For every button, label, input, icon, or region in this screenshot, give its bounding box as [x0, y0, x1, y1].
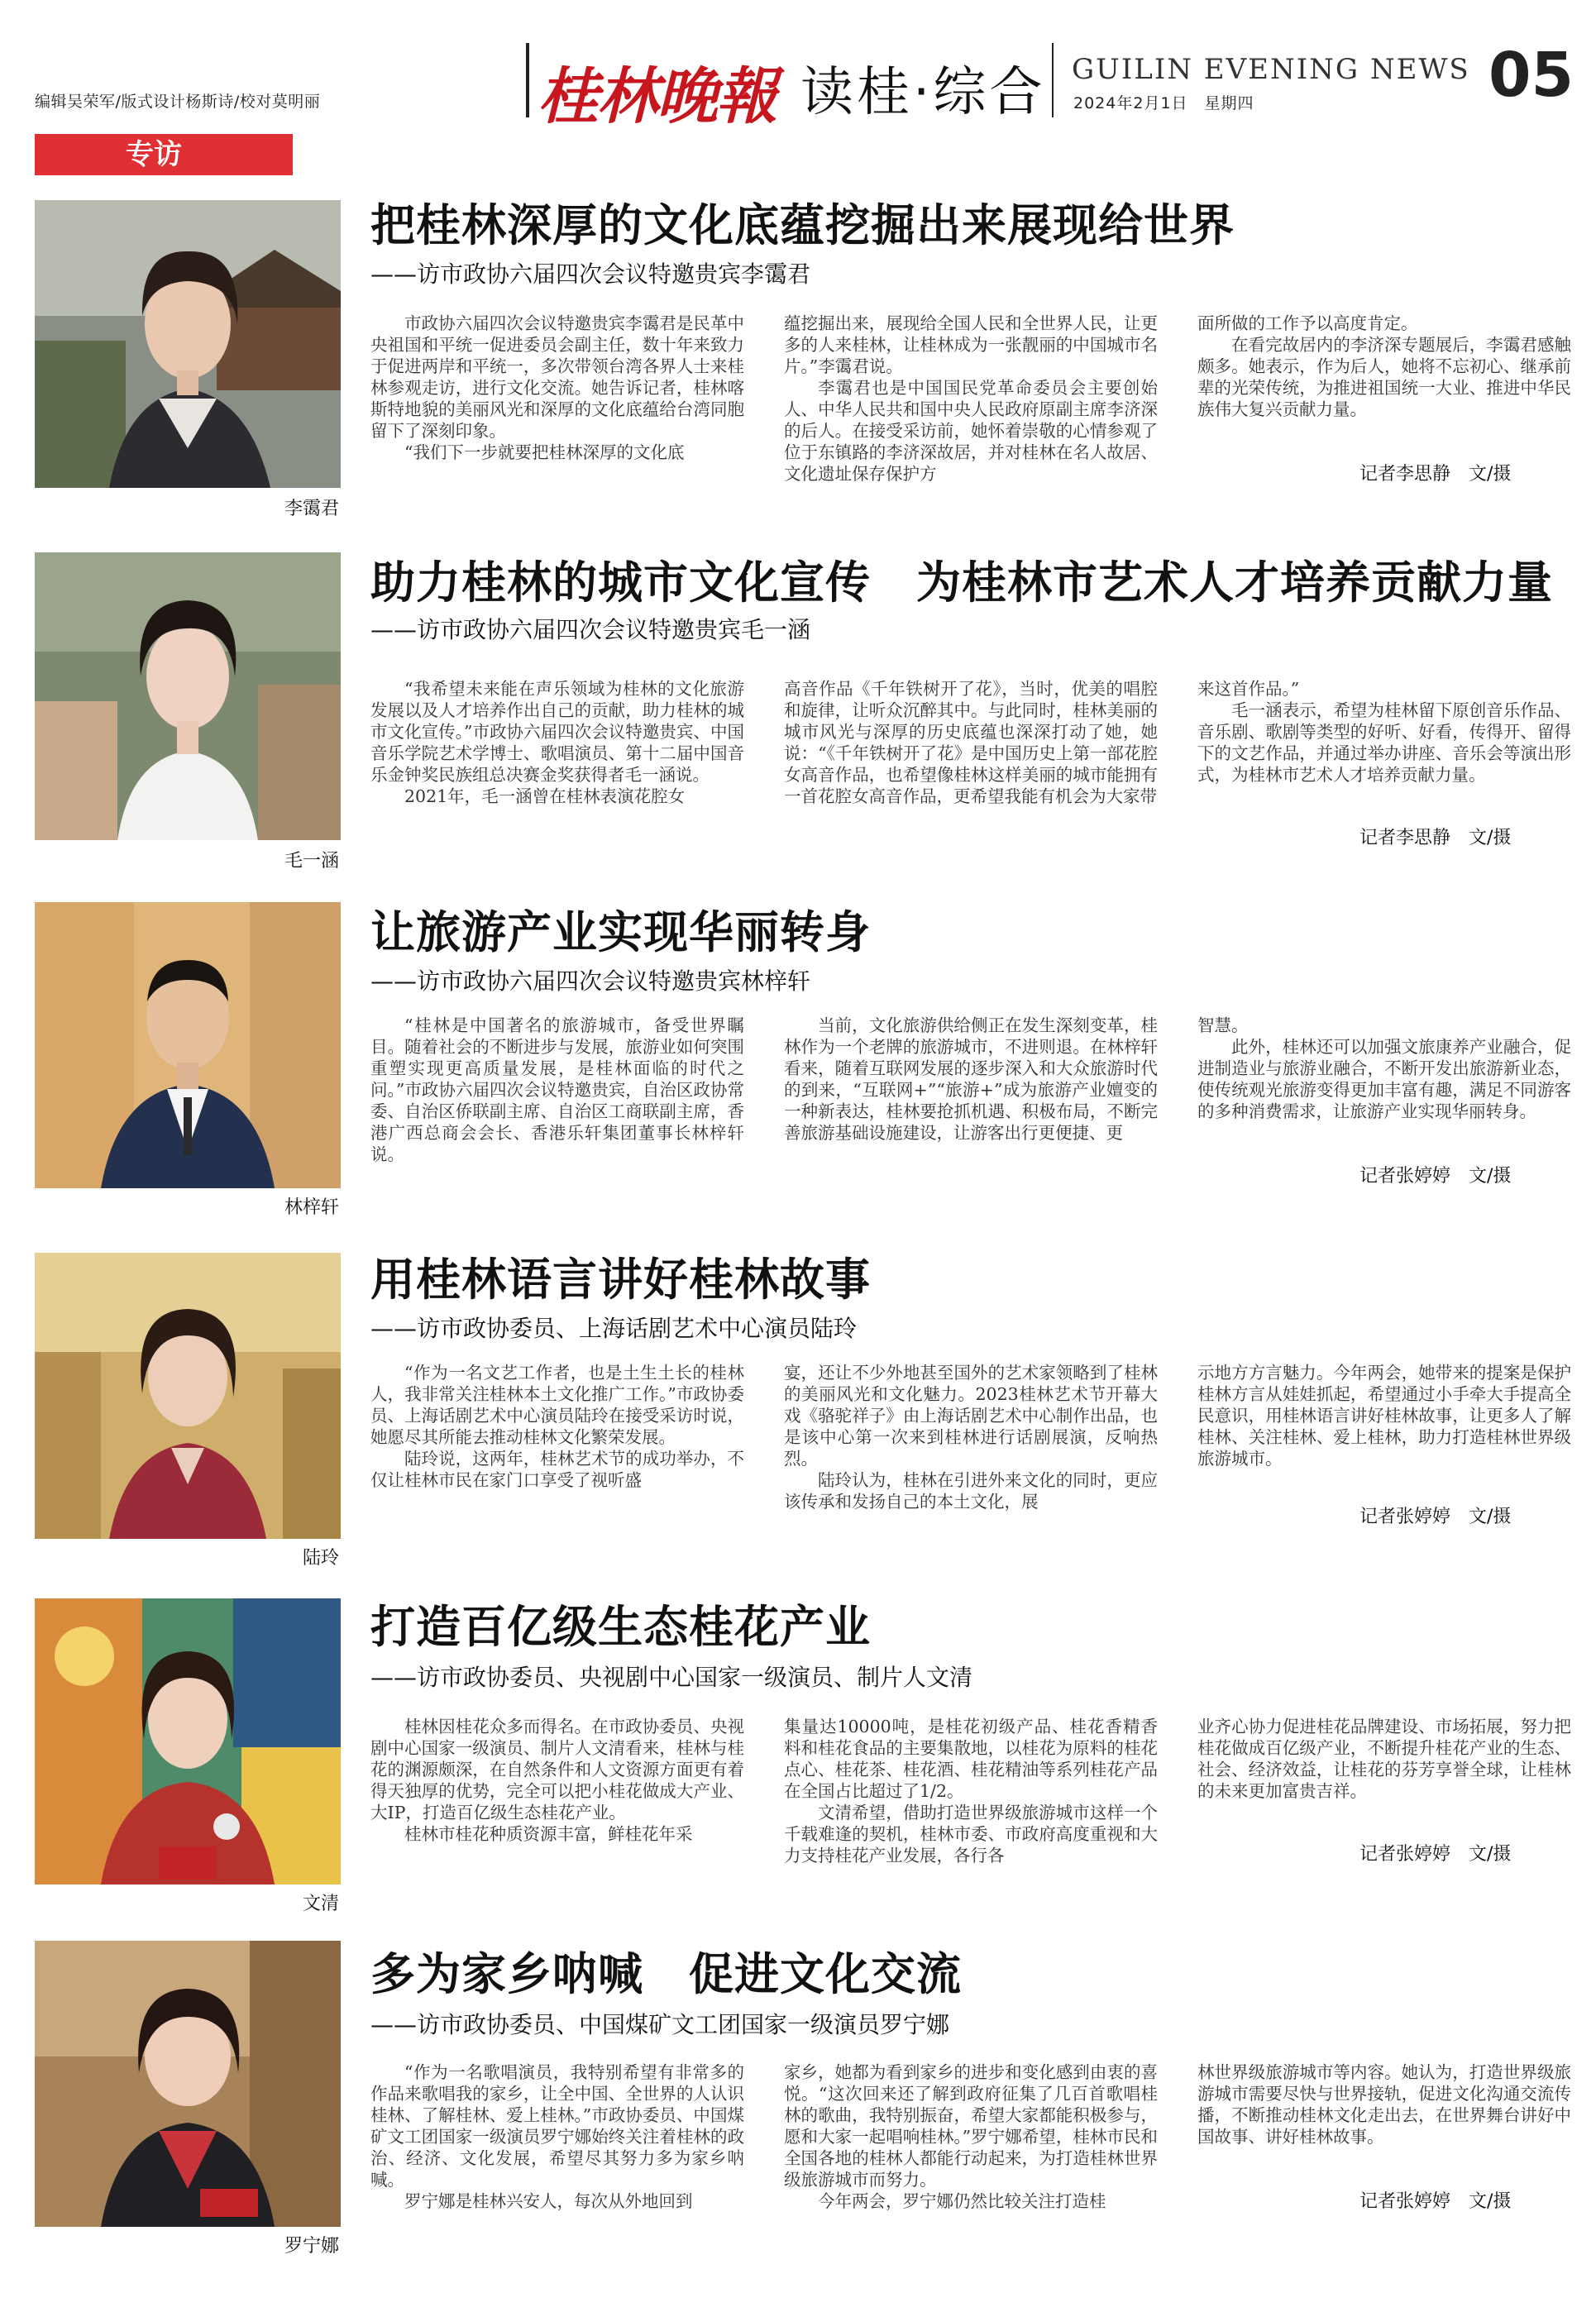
photo-caption: 文清	[302, 1894, 339, 1914]
masthead-divider	[526, 43, 529, 117]
paragraph: 当前，文化旅游供给侧正在发生深刻变革，桂林作为一个老牌的旅游城市，不进则退。在林梓轩看来，随着互联网发展的逐步深入和大众旅游时代的到来，“互联网+”“旅游+”成为旅游产业嬗变的一种新表达，桂林要抢抓机遇、积极布局，不断完善旅游基础设施建设，让游客出行更便捷、更	[784, 1015, 1158, 1143]
paragraph: 宴，还让不少外地甚至国外的艺术家领略到了桂林的美丽风光和文化魅力。2023桂林艺术节开幕大戏《骆驼祥子》由上海话剧艺术中心制作出品，也是该中心第一次来到桂林进行话剧展演，反响热烈。	[784, 1363, 1158, 1469]
article-col-3	[1197, 2061, 1571, 2147]
paragraph: 陆玲说，这两年，桂林艺术节的成功举办，不仅让桂林市民在家门口享受了视听盛	[370, 1449, 744, 1490]
article-subhead: ——访市政协六届四次会议特邀贵宾毛一涵	[370, 616, 811, 643]
portrait-photo	[35, 1941, 341, 2227]
english-title: GUILIN EVENING NEWS	[1072, 53, 1470, 86]
paragraph: 陆玲认为，桂林在引进外来文化的同时，更应该传承和发扬自己的本土文化，展	[784, 1470, 1158, 1512]
paragraph: 蕴挖掘出来，展现给全国人民和全世界人民，让更多的人来桂林，让桂林成为一张靓丽的中国城市名片。”李霭君说。	[784, 313, 1158, 376]
paragraph: 业齐心协力促进桂花品牌建设、市场拓展，努力把桂花做成百亿级产业，不断提升桂花产业的生态、社会、经济效益，让桂花的芬芳享誉全球，让桂林的未来更加富贵吉祥。	[1197, 1717, 1571, 1801]
article-headline: 助力桂林的城市文化宣传 为桂林市艺术人才培养贡献力量	[370, 557, 1553, 609]
paragraph: 文清希望，借助打造世界级旅游城市这样一个千载难逢的契机，桂林市委、市政府高度重视和大力支持桂花产业发展，各行各	[784, 1803, 1158, 1865]
masthead-divider-2	[1052, 43, 1054, 117]
paragraph: 智慧。	[1197, 1015, 1249, 1035]
portrait-photo	[35, 1598, 341, 1884]
article-byline: 记者张婷婷 文/摄	[1359, 1507, 1512, 1527]
paragraph: 林世界级旅游城市等内容。她认为，打造世界级旅游城市需要尽快与世界接轨，促进文化沟通交流传播，不断推动桂林文化走出去，在世界舞台讲好中国故事、讲好桂林故事。	[1197, 2062, 1571, 2147]
masthead	[0, 0, 1596, 132]
paragraph: 桂林市桂花种质资源丰富，鲜桂花年采	[404, 1824, 693, 1844]
article-byline: 记者李思静 文/摄	[1359, 464, 1512, 485]
article-col-1	[370, 1015, 744, 1165]
paragraph: 来这首作品。”	[1197, 679, 1300, 699]
paragraph: “桂林是中国著名的旅游城市，备受世界瞩目。随着社会的不断进步与发展，旅游业如何突围重塑实现更高质量发展，是桂林面临的时代之问。”市政协六届四次会议特邀贵宾，自治区政协常委、自治区侨联副主席、自治区工商联副主席，香港广西总商会会长、香港乐轩集团董事长林梓轩说。	[370, 1015, 744, 1164]
paragraph: 家乡，她都为看到家乡的进步和变化感到由衷的喜悦。“这次回来还了解到政府征集了几百首歌唱桂林的歌曲，我特别振奋，希望大家都能积极参与，愿和大家一起唱响桂林。”罗宁娜希望，桂林市民和全国各地的桂林人都能行动起来，为打造桂林世界级旅游城市而努力。	[784, 2062, 1158, 2190]
article-4	[0, 1244, 1596, 1584]
paragraph: 集量达10000吨，是桂花初级产品、桂花香精香料和桂花食品的主要集散地，以桂花为原料的桂花点心、桂花茶、桂花酒、桂花精油等系列桂花产品在全国占比超过了1/2。	[784, 1717, 1158, 1801]
paragraph: 示地方方言魅力。今年两会，她带来的提案是保护桂林方言从娃娃抓起，希望通过小手牵大手提高全民意识，用桂林语言讲好桂林故事，让更多人了解桂林、关注桂林、爱上桂林，助力打造桂林世界级旅游城市。	[1197, 1363, 1571, 1469]
paragraph: 面所做的工作予以高度肯定。	[1197, 313, 1418, 333]
article-col-3	[1197, 1716, 1571, 1802]
section-title: 读桂·综合	[800, 62, 1046, 123]
article-col-2	[784, 2061, 1158, 2212]
photo-caption: 陆玲	[302, 1548, 339, 1569]
article-1	[0, 190, 1596, 537]
paragraph: 李霭君也是中国国民党革命委员会主要创始人、中华人民共和国中央人民政府原副主席李济深的后人。在接受采访前，她怀着崇敬的心情参观了位于东镇路的李济深故居，并对桂林在名人故居、文化遗址保存保护方	[784, 378, 1158, 484]
article-col-1	[370, 1716, 744, 1845]
topic-banner: 专访	[35, 134, 293, 175]
photo-caption: 林梓轩	[284, 1197, 339, 1218]
paragraph: 今年两会，罗宁娜仍然比较关注打造桂	[818, 2191, 1106, 2211]
issue-date: 2024年2月1日 星期四	[1073, 94, 1254, 112]
article-col-1	[370, 2061, 744, 2212]
paragraph: “作为一名歌唱演员，我特别希望有非常多的作品来歌唱我的家乡，让全中国、全世界的人认识桂林、了解桂林、爱上桂林。”市政协委员、中国煤矿文工团国家一级演员罗宁娜始终关注着桂林的政治、经济、文化发展，希望尽其努力多为家乡呐喊。	[370, 2062, 744, 2190]
article-headline: 打造百亿级生态桂花产业	[370, 1601, 871, 1653]
portrait-photo	[35, 200, 341, 488]
article-subhead: ——访市政协委员、中国煤矿文工团国家一级演员罗宁娜	[370, 2011, 950, 2038]
article-col-3	[1197, 1362, 1571, 1469]
paragraph: 高音作品《千年铁树开了花》，当时，优美的唱腔和旋律，让听众沉醉其中。与此同时，桂林美丽的城市风光与深厚的历史底蕴也深深打动了她，她说：“《千年铁树开了花》是中国历史上第一部花腔女高音作品，也希望像桂林这样美丽的城市能拥有一首花腔女高音作品，更希望我能有机会为大家带	[784, 679, 1158, 806]
photo-caption: 毛一涵	[284, 851, 339, 872]
article-col-1	[370, 313, 744, 463]
newspaper-logo: 桂林晚報	[538, 61, 776, 132]
article-col-1	[370, 1362, 744, 1491]
article-byline: 记者张婷婷 文/摄	[1359, 1166, 1512, 1187]
article-headline: 把桂林深厚的文化底蕴挖掘出来展现给世界	[370, 199, 1235, 251]
portrait-photo	[35, 552, 341, 840]
portrait-photo	[35, 902, 341, 1188]
article-6	[0, 1939, 1596, 2303]
editor-credits: 编辑吴荣军/版式设计杨斯诗/校对莫明丽	[35, 93, 321, 111]
paragraph: “我们下一步就要把桂林深厚的文化底	[404, 442, 685, 462]
paragraph: 市政协六届四次会议特邀贵宾李霭君是民革中央祖国和平统一促进委员会副主任，数十年来致力于促进两岸和平统一，多次带领台湾各界人士来桂林参观走访，进行文化交流。她告诉记者，桂林喀斯特地貌的美丽风光和深厚的文化底蕴给台湾同胞留下了深刻印象。	[370, 313, 744, 441]
paragraph: 2021年，毛一涵曾在桂林表演花腔女	[404, 786, 686, 806]
article-col-2	[784, 313, 1158, 485]
paragraph: 罗宁娜是桂林兴安人，每次从外地回到	[404, 2191, 693, 2211]
article-5	[0, 1592, 1596, 1931]
article-col-1	[370, 678, 744, 807]
article-byline: 记者张婷婷 文/摄	[1359, 1844, 1512, 1865]
photo-caption: 罗宁娜	[284, 2236, 339, 2257]
article-3	[0, 897, 1596, 1236]
article-subhead: ——访市政协六届四次会议特邀贵宾林梓轩	[370, 967, 811, 995]
paragraph: “作为一名文艺工作者，也是土生土长的桂林人，我非常关注桂林本土文化推广工作。”市政协委员、上海话剧艺术中心演员陆玲在接受采访时说，她愿尽其所能去推动桂林文化繁荣发展。	[370, 1363, 744, 1447]
paragraph: 毛一涵表示，希望为桂林留下原创音乐作品、音乐剧、歌剧等类型的好听、好看，传得开、留得下的文艺作品，并通过举办讲座、音乐会等演出形式，为桂林市艺术人才培养贡献力量。	[1197, 700, 1571, 785]
article-byline: 记者张婷婷 文/摄	[1359, 2191, 1512, 2212]
article-col-3	[1197, 1015, 1571, 1122]
article-2	[0, 546, 1596, 885]
page-number: 05	[1488, 40, 1574, 111]
article-col-3	[1197, 678, 1571, 786]
paragraph: 在看完故居内的李济深专题展后，李霭君感触颇多。她表示，作为后人，她将不忘初心、继承前辈的光荣传统，为推进祖国统一大业、推进中华民族伟大复兴贡献力量。	[1197, 335, 1571, 419]
article-col-2	[784, 1716, 1158, 1866]
article-byline: 记者李思静 文/摄	[1359, 828, 1512, 848]
article-col-2	[784, 1362, 1158, 1512]
article-subhead: ——访市政协六届四次会议特邀贵宾李霭君	[370, 260, 811, 288]
article-subhead: ——访市政协委员、央视剧中心国家一级演员、制片人文清	[370, 1664, 973, 1691]
article-col-3	[1197, 313, 1571, 420]
paragraph: 桂林因桂花众多而得名。在市政协委员、央视剧中心国家一级演员、制片人文清看来，桂林与桂花的渊源颇深，在自然条件和人文资源方面更有着得天独厚的优势，完全可以把小桂花做成大产业、大IP，打造百亿级生态桂花产业。	[370, 1717, 744, 1822]
article-headline: 多为家乡呐喊 促进文化交流	[370, 1948, 962, 2000]
photo-caption: 李霭君	[284, 499, 339, 519]
article-headline: 用桂林语言讲好桂林故事	[370, 1254, 871, 1306]
paragraph: “我希望未来能在声乐领域为桂林的文化旅游发展以及人才培养作出自己的贡献，助力桂林的城市文化宣传。”市政协六届四次会议特邀贵宾、中国音乐学院艺术学博士、歌唱演员、第十二届中国音乐金钟奖民族组总决赛金奖获得者毛一涵说。	[370, 679, 744, 785]
article-col-2	[784, 1015, 1158, 1144]
article-headline: 让旅游产业实现华丽转身	[370, 906, 871, 958]
portrait-photo	[35, 1253, 341, 1539]
article-col-2	[784, 678, 1158, 807]
paragraph: 此外，桂林还可以加强文旅康养产业融合，促进制造业与旅游业融合，不断开发出旅游新业态，使传统观光旅游变得更加丰富有趣，满足不同游客的多种消费需求，让旅游产业实现华丽转身。	[1197, 1037, 1571, 1121]
article-subhead: ——访市政协委员、上海话剧艺术中心演员陆玲	[370, 1315, 858, 1342]
